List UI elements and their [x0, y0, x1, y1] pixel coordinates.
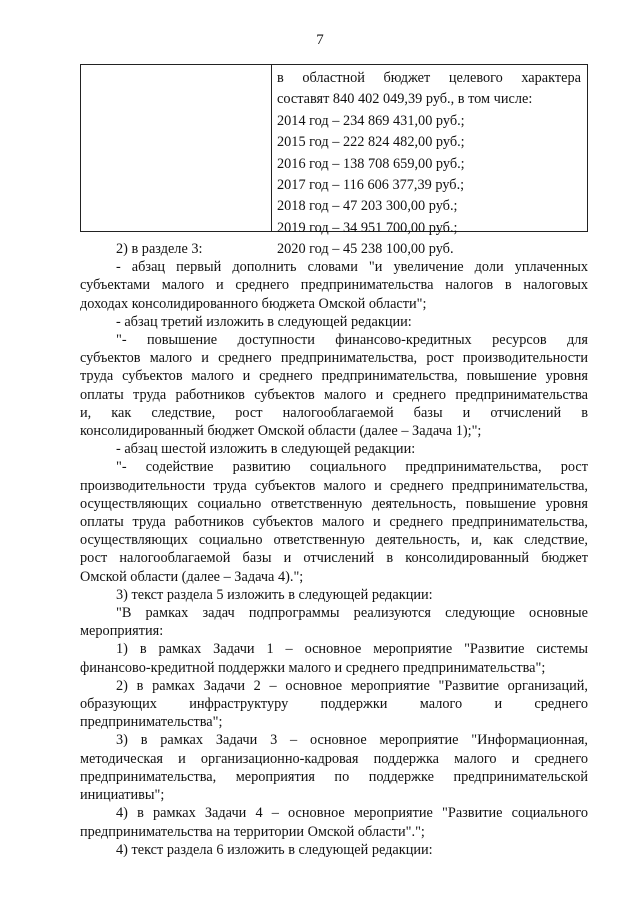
table-line: 2015 год – 222 824 482,00 руб.; — [277, 134, 465, 151]
body-line: производительности труда субъектов малого и среднего предпринимательства, — [80, 477, 588, 494]
table-left-cell — [81, 65, 272, 231]
document-body — [80, 240, 588, 859]
body-line: - абзац первый дополнить словами "и увеличение доли уплаченных — [116, 259, 588, 276]
body-line: осуществляющих социально ответственную деятельность, и, как следствие, — [80, 532, 588, 549]
body-line: субъектов малого и среднего предпринимательства, рост производительности — [80, 350, 588, 367]
body-line: 3) текст раздела 5 изложить в следующей редакции: — [116, 586, 433, 603]
table-right-cell — [277, 68, 581, 261]
body-line: "- содействие развитию социального предпринимательства, рост — [116, 459, 588, 476]
body-line: мероприятия: — [80, 623, 164, 640]
body-line: труда субъектов малого и среднего предпринимательства, повышение уровня — [80, 368, 588, 385]
table-line: 2014 год – 234 869 431,00 руб.; — [277, 112, 465, 129]
body-line: - абзац шестой изложить в следующей редакции: — [116, 441, 416, 458]
body-line: 4) в рамках Задачи 4 – основное мероприятие "Развитие социального — [116, 805, 588, 822]
body-line: консолидированный бюджет Омской области (далее – Задача 1);"; — [80, 423, 482, 440]
table-line: 2020 год – 45 238 100,00 руб. — [277, 241, 454, 258]
body-line: субъектами малого и среднего предпринимательства налогов в налоговых — [80, 277, 588, 294]
table-line: составят 840 402 049,39 руб., в том числе: — [277, 91, 533, 108]
table-line: 2016 год – 138 708 659,00 руб.; — [277, 155, 465, 172]
table-line: 2017 год – 116 606 377,39 руб.; — [277, 177, 465, 194]
body-line: предпринимательства, мероприятия по поддержке предпринимательской — [80, 768, 588, 785]
body-line: оплаты труда работников субъектов малого и среднего предпринимательства, — [80, 514, 588, 531]
table-line: 2018 год – 47 203 300,00 руб.; — [277, 198, 458, 215]
body-line: Омской области (далее – Задача 4)."; — [80, 568, 304, 585]
body-line: предпринимательства"; — [80, 714, 223, 731]
body-line: 2) в рамках Задачи 2 – основное мероприятие "Развитие организаций, — [116, 677, 588, 694]
page-number: 7 — [316, 32, 324, 48]
body-line: "В рамках задач подпрограммы реализуются следующие основные — [116, 605, 588, 622]
body-line: рост налогооблагаемой базы и отчислений в консолидированный бюджет — [80, 550, 588, 567]
body-line: предпринимательства на территории Омской области"."; — [80, 823, 425, 840]
body-line: осуществляющих социально ответственную деятельность, повышение уровня — [80, 495, 588, 512]
body-line: 1) в рамках Задачи 1 – основное мероприятие "Развитие системы — [116, 641, 588, 658]
body-line: образующих инфраструктуру поддержки малого и среднего — [80, 696, 588, 713]
table-line: 2019 год – 34 951 700,00 руб.; — [277, 219, 458, 236]
body-line: 2) в разделе 3: — [116, 241, 203, 257]
table-line: в областной бюджет целевого характера — [277, 70, 581, 86]
body-line: методическая и организационно-кадровая поддержка малого и среднего — [80, 750, 588, 767]
body-line: финансово-кредитной поддержки малого и среднего предпринимательства"; — [80, 659, 546, 676]
body-line: "- повышение доступности финансово-кредитных ресурсов для — [116, 332, 588, 349]
body-line: и, как следствие, рост налогооблагаемой базы и отчислений в — [80, 404, 588, 421]
body-line: 4) текст раздела 6 изложить в следующей редакции: — [116, 841, 433, 858]
body-line: - абзац третий изложить в следующей редакции: — [116, 313, 412, 330]
body-line: доходах консолидированного бюджета Омской области"; — [80, 295, 427, 312]
body-line: оплаты труда работников субъектов малого и среднего предпринимательства — [80, 386, 588, 403]
body-line: инициативы"; — [80, 787, 165, 804]
body-line: 3) в рамках Задачи 3 – основное мероприятие "Информационная, — [116, 732, 588, 749]
